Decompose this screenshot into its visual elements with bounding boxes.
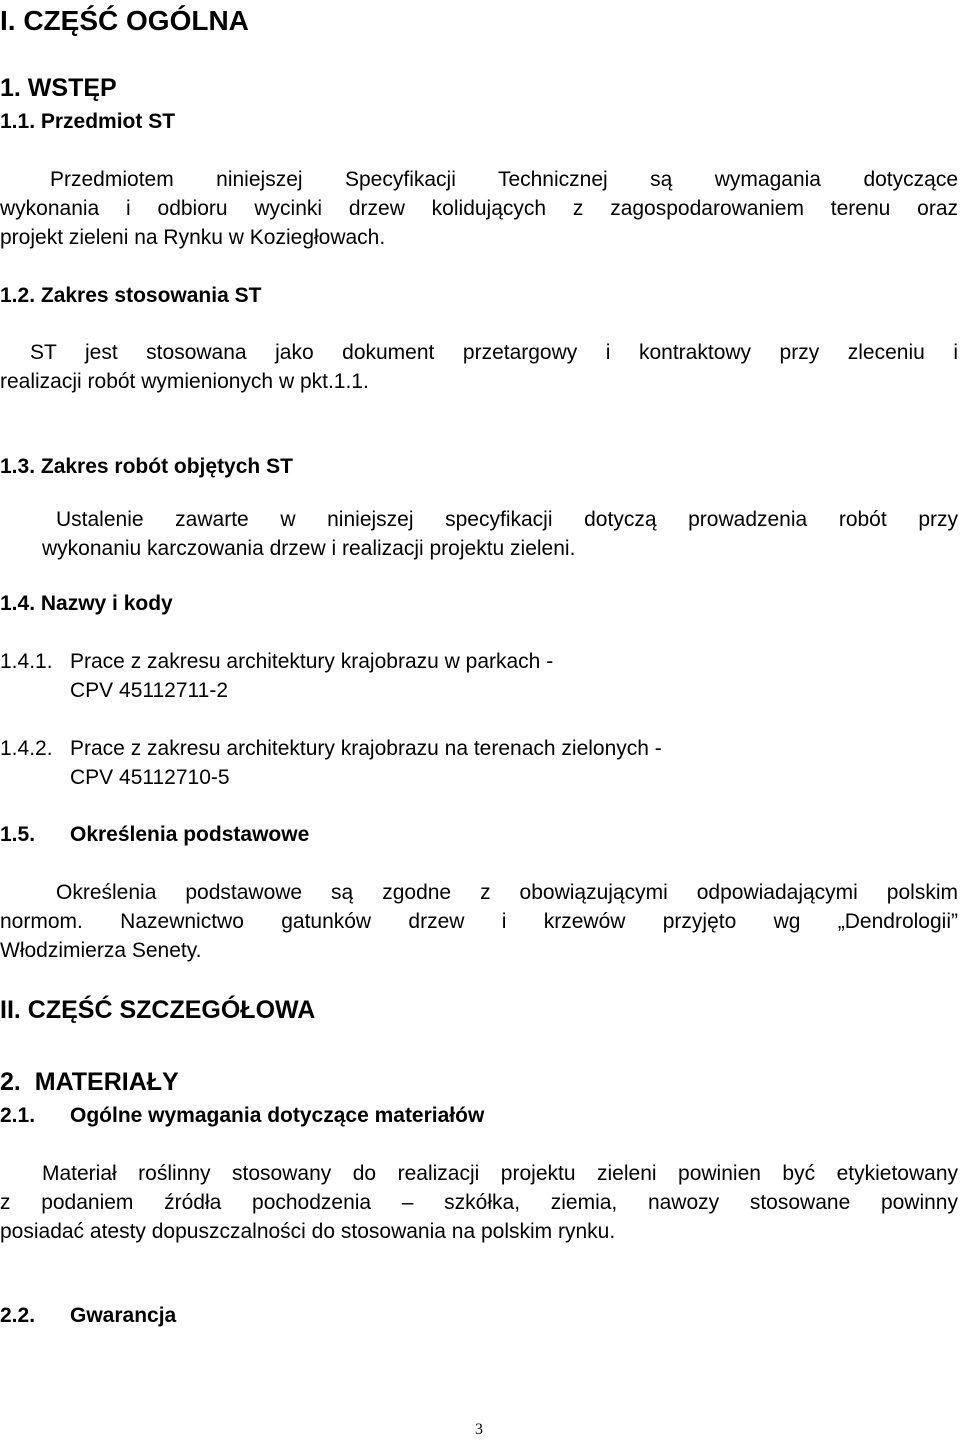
paragraph-line: posiadać atesty dopuszczalności do stosowania na polskim rynku. [0,1220,616,1243]
paragraph-line: wykonania i odbioru wycinki drzew kolidujących z zagospodarowaniem terenu oraz [0,197,958,220]
paragraph-line: ST jest stosowana jako dokument przetargowy i kontraktowy przy zleceniu i [30,341,958,364]
section-heading-materials: 2. MATERIAŁY [0,1068,179,1096]
paragraph-line: Ustalenie zawarte w niniejszej specyfikacji dotyczą prowadzenia robót przy [56,508,958,531]
subsection-heading-1-2: 1.2. Zakres stosowania ST [0,284,262,307]
paragraph-1-5 [0,878,958,965]
paragraph-1-2 [0,338,958,396]
paragraph-line: normom. Nazewnictwo gatunków drzew i krzewów przyjęto wg „Dendrologii” [0,910,958,933]
subsection-heading-1-3: 1.3. Zakres robót objętych ST [0,455,293,478]
paragraph-2-1 [0,1159,958,1246]
paragraph-line: realizacji robót wymienionych w pkt.1.1. [0,370,369,393]
paragraph-line: wykonaniu karczowania drzew i realizacji projektu zieleni. [42,537,576,560]
part-heading-general: I. CZĘŚĆ OGÓLNA [0,5,249,36]
subsection-number-2-1: 2.1. [0,1104,36,1127]
list-item-text: Prace z zakresu architektury krajobrazu w parkach - [70,650,554,673]
page-number: 3 [475,1421,483,1438]
cpv-code: CPV 45112710-5 [70,766,230,789]
section-heading-introduction: 1. WSTĘP [0,74,117,102]
paragraph-1-3 [0,505,958,563]
subsection-heading-1-1: 1.1. Przedmiot ST [0,110,176,133]
subsection-number-1-5: 1.5. [0,823,36,846]
list-item-text: Prace z zakresu architektury krajobrazu na terenach zielonych - [70,737,662,760]
paragraph-line: Przedmiotem niniejszej Specyfikacji Technicznej są wymagania dotyczące [50,168,958,191]
subsection-title-1-5: Określenia podstawowe [70,823,310,846]
list-item-number: 1.4.2. [0,737,53,760]
subsection-title-2-1: Ogólne wymagania dotyczące materiałów [70,1104,485,1127]
subsection-number-2-2: 2.2. [0,1304,36,1327]
subsection-title-2-2: Gwarancja [70,1304,177,1327]
list-item-number: 1.4.1. [0,650,53,673]
paragraph-1-1 [0,165,958,252]
paragraph-line: z podaniem źródła pochodzenia – szkółka, ziemia, nawozy stosowane powinny [0,1191,958,1214]
subsection-heading-1-4: 1.4. Nazwy i kody [0,592,173,615]
part-heading-detailed: II. CZĘŚĆ SZCZEGÓŁOWA [0,996,316,1024]
cpv-code: CPV 45112711-2 [70,679,229,702]
paragraph-line: Określenia podstawowe są zgodne z obowiązującymi odpowiadającymi polskim [56,881,958,904]
paragraph-line: projekt zieleni na Rynku w Koziegłowach. [0,226,386,249]
paragraph-line: Włodzimierza Senety. [0,939,202,962]
paragraph-line: Materiał roślinny stosowany do realizacji projektu zieleni powinien być etykietowany [42,1162,958,1185]
